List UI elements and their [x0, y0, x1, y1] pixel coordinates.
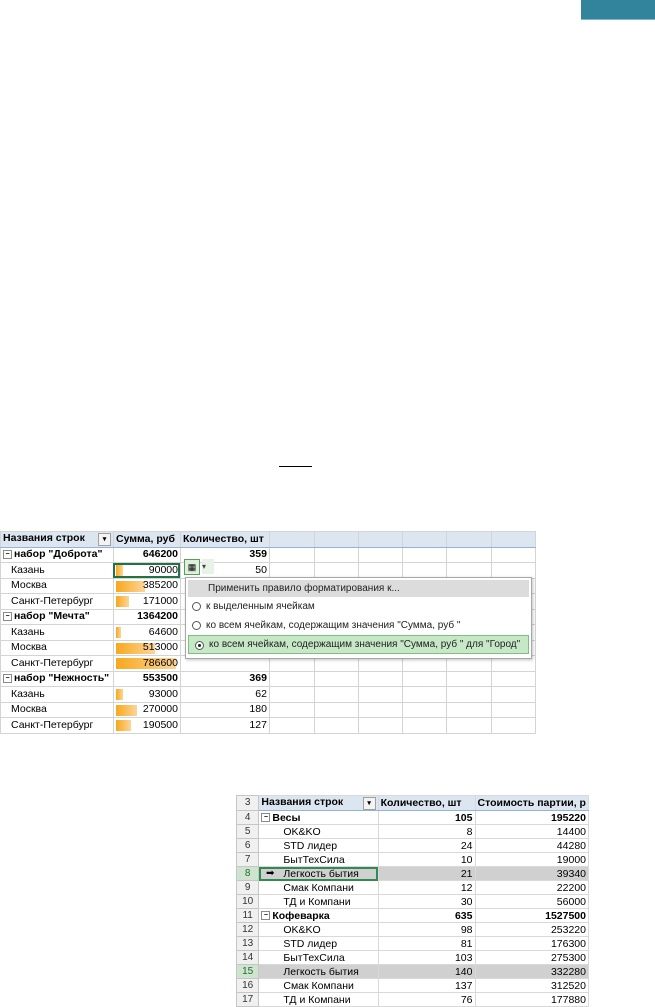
empty-cell[interactable] [492, 671, 536, 687]
row-label-cell[interactable] [259, 825, 378, 839]
cost-cell[interactable]: 176300 [475, 937, 589, 951]
supplier-row [237, 951, 589, 965]
sum-cell[interactable] [113, 563, 180, 579]
empty-cell[interactable] [358, 718, 403, 734]
option-sum-cells-for-city[interactable] [188, 635, 529, 654]
empty-cell[interactable] [447, 687, 492, 703]
cost-cell[interactable]: 19000 [475, 853, 589, 867]
row-label-cell[interactable] [259, 993, 378, 1007]
corner-accent-line [581, 19, 655, 20]
row-label-cell[interactable] [259, 881, 378, 895]
cost-cell[interactable]: 275300 [475, 951, 589, 965]
option-all-sum-cells[interactable] [186, 616, 531, 635]
group-label: набор "Нежность" [14, 672, 110, 685]
qty-cell[interactable]: 180 [180, 702, 269, 718]
cost-cell[interactable]: 22200 [475, 881, 589, 895]
cost-cell[interactable]: 253220 [475, 923, 589, 937]
qty-cell[interactable]: 98 [378, 923, 475, 937]
supplier-row [237, 867, 589, 881]
group-row [1, 547, 536, 563]
sum-cell[interactable] [113, 687, 180, 703]
row-label-cell[interactable] [259, 811, 378, 825]
header-row [237, 796, 589, 811]
row-label-cell[interactable] [259, 867, 378, 881]
sum-value: 64600 [148, 625, 178, 638]
pivot-table-highlight-screenshot [236, 795, 589, 1006]
group-label: набор "Доброта" [14, 548, 103, 561]
group-label-cell[interactable] [1, 671, 114, 687]
supplier-row [237, 881, 589, 895]
empty-cell[interactable] [447, 532, 492, 548]
city-label[interactable]: Санкт-Петербург [1, 656, 114, 672]
corner-accent-tab [581, 0, 655, 19]
empty-cell[interactable] [269, 547, 314, 563]
empty-cell[interactable] [403, 702, 447, 718]
option-label: к выделенным ячейкам [206, 601, 315, 612]
qty-cell[interactable]: 137 [378, 979, 475, 993]
option-label: ко всем ячейкам, содержащим значения "Сумма, руб " для "Город" [209, 639, 521, 650]
cost-cell[interactable]: 332280 [475, 965, 589, 979]
row-number[interactable]: 13 [237, 937, 259, 951]
empty-cell[interactable] [314, 547, 358, 563]
option-selected-cells[interactable] [186, 597, 531, 616]
format-options-dropdown-icon[interactable]: ▾ [202, 559, 214, 574]
empty-cell[interactable] [314, 563, 358, 579]
sum-value: 190500 [142, 718, 178, 731]
city-row [1, 687, 536, 703]
empty-cell[interactable] [269, 718, 314, 734]
cost-cell[interactable]: 195220 [475, 811, 589, 825]
group-row [1, 671, 536, 687]
radio-icon[interactable] [192, 602, 201, 611]
supplier-row [237, 923, 589, 937]
empty-cell[interactable] [492, 702, 536, 718]
sum-value: 270000 [142, 703, 178, 716]
row-label: Весы [272, 811, 301, 824]
row-labels-header[interactable] [259, 796, 378, 811]
empty-cell[interactable] [403, 687, 447, 703]
city-label[interactable]: Казань [1, 625, 114, 641]
row-number[interactable]: 5 [237, 825, 259, 839]
empty-cell[interactable] [403, 671, 447, 687]
format-options-icon[interactable]: ▦ [184, 559, 200, 575]
qty-cell[interactable]: 12 [378, 881, 475, 895]
cost-cell[interactable]: 14400 [475, 825, 589, 839]
cost-cell[interactable]: 39340 [475, 867, 589, 881]
row-label-cell[interactable] [259, 895, 378, 909]
row-label-cell[interactable] [259, 979, 378, 993]
row-number[interactable]: 8 [237, 867, 259, 881]
empty-cell[interactable] [447, 547, 492, 563]
row-label: Смак Компани [283, 881, 354, 894]
underline-mark [279, 466, 312, 467]
empty-cell[interactable] [358, 671, 403, 687]
supplier-row [237, 853, 589, 867]
cost-cell[interactable]: 44280 [475, 839, 589, 853]
row-label: STD лидер [283, 937, 338, 950]
group-sum[interactable]: 1364200 [113, 609, 180, 625]
pivot-table-databars-screenshot [0, 531, 536, 731]
row-label: OK&KO [283, 923, 321, 936]
empty-cell[interactable] [358, 702, 403, 718]
popup-title: Применить правило форматирования к... [188, 580, 529, 597]
row-label-cell[interactable] [259, 853, 378, 867]
data-bar [116, 596, 129, 607]
sum-value: 786600 [142, 656, 178, 669]
row-label-cell[interactable] [259, 923, 378, 937]
option-label: ко всем ячейкам, содержащим значения "Сумма, руб " [206, 620, 461, 631]
empty-cell[interactable] [447, 702, 492, 718]
supplier-row [237, 895, 589, 909]
supplier-row [237, 825, 589, 839]
city-row [1, 563, 536, 579]
row-label: STD лидер [283, 839, 338, 852]
empty-cell[interactable] [314, 671, 358, 687]
city-label[interactable]: Санкт-Петербург [1, 718, 114, 734]
city-label[interactable]: Москва [1, 702, 114, 718]
empty-cell[interactable] [358, 563, 403, 579]
empty-cell[interactable] [403, 547, 447, 563]
empty-cell[interactable] [314, 702, 358, 718]
city-label[interactable]: Москва [1, 640, 114, 656]
row-number[interactable]: 15 [237, 965, 259, 979]
sum-value: 90000 [148, 563, 178, 576]
data-bar [116, 689, 123, 700]
city-row [1, 718, 536, 734]
empty-cell[interactable] [492, 547, 536, 563]
row-number[interactable]: 16 [237, 979, 259, 993]
supplier-row [237, 937, 589, 951]
data-bar [116, 627, 121, 638]
cost-header: Стоимость партии, р [475, 796, 589, 811]
empty-cell[interactable] [492, 532, 536, 548]
empty-cell[interactable] [358, 687, 403, 703]
data-bar [116, 720, 131, 731]
filter-dropdown-icon[interactable]: ▾ [363, 797, 376, 810]
group-row [237, 909, 589, 923]
qty-cell[interactable]: 30 [378, 895, 475, 909]
empty-cell[interactable] [447, 563, 492, 579]
collapse-icon[interactable]: − [3, 674, 12, 683]
group-sum[interactable]: 553500 [113, 671, 180, 687]
qty-cell[interactable]: 140 [378, 965, 475, 979]
data-bar [116, 705, 137, 716]
empty-cell[interactable] [492, 718, 536, 734]
row-label: Кофеварка [272, 909, 330, 922]
header-label: Названия строк [3, 532, 85, 545]
empty-cell[interactable] [314, 532, 358, 548]
sum-cell[interactable] [113, 578, 180, 594]
qty-cell[interactable]: 635 [378, 909, 475, 923]
row-label-cell[interactable] [259, 937, 378, 951]
group-qty[interactable]: 369 [180, 671, 269, 687]
city-label[interactable]: Казань [1, 563, 114, 579]
city-label[interactable]: Москва [1, 578, 114, 594]
radio-icon[interactable] [192, 621, 201, 630]
row-label: OK&KO [283, 825, 321, 838]
collapse-icon[interactable]: − [261, 813, 270, 822]
supplier-row [237, 979, 589, 993]
row-number[interactable]: 12 [237, 923, 259, 937]
row-label-cell[interactable] [259, 965, 378, 979]
sum-cell[interactable] [113, 702, 180, 718]
collapse-icon[interactable]: − [261, 911, 270, 920]
radio-selected-icon[interactable] [195, 641, 204, 650]
empty-cell[interactable] [314, 687, 358, 703]
row-number[interactable]: 11 [237, 909, 259, 923]
sum-cell[interactable] [113, 718, 180, 734]
group-label-cell[interactable] [1, 547, 114, 563]
row-label: Легкость бытия [283, 965, 359, 978]
empty-cell[interactable] [269, 532, 314, 548]
row-label: БытТехСила [283, 951, 345, 964]
sum-value: 93000 [148, 687, 178, 700]
city-label[interactable]: Казань [1, 687, 114, 703]
empty-cell[interactable] [447, 718, 492, 734]
data-bar [116, 581, 145, 592]
sum-value: 385200 [142, 579, 178, 592]
qty-cell[interactable]: 21 [378, 867, 475, 881]
row-number[interactable]: 14 [237, 951, 259, 965]
sum-cell[interactable] [113, 656, 180, 672]
cost-cell[interactable]: 177880 [475, 993, 589, 1007]
row-label: Смак Компани [283, 979, 354, 992]
empty-cell[interactable] [269, 671, 314, 687]
empty-cell[interactable] [269, 702, 314, 718]
row-label-cell[interactable] [259, 909, 378, 923]
qty-header: Количество, шт [378, 796, 475, 811]
sum-cell[interactable] [113, 594, 180, 610]
qty-cell[interactable]: 127 [180, 718, 269, 734]
qty-cell[interactable]: 62 [180, 687, 269, 703]
row-number[interactable]: 17 [237, 993, 259, 1007]
row-number[interactable]: 9 [237, 881, 259, 895]
row-number[interactable]: 7 [237, 853, 259, 867]
empty-cell[interactable] [358, 547, 403, 563]
qty-header: Количество, шт [180, 532, 269, 548]
empty-cell[interactable] [403, 563, 447, 579]
row-labels-header[interactable] [1, 532, 114, 548]
apply-formatting-rule-popup [185, 577, 532, 659]
empty-cell[interactable] [492, 687, 536, 703]
header-row [1, 532, 536, 548]
qty-cell[interactable]: 76 [378, 993, 475, 1007]
row-label: Легкость бытия [283, 867, 359, 880]
city-row [1, 702, 536, 718]
empty-cell[interactable] [492, 563, 536, 579]
qty-cell[interactable]: 105 [378, 811, 475, 825]
row-label: БытТехСила [283, 853, 345, 866]
sum-value: 171000 [142, 594, 178, 607]
group-row [237, 811, 589, 825]
qty-cell[interactable]: 81 [378, 937, 475, 951]
empty-cell[interactable] [269, 563, 314, 579]
supplier-row [237, 965, 589, 979]
group-qty[interactable]: 359 [180, 547, 269, 563]
data-bar [116, 565, 123, 576]
empty-cell[interactable] [314, 718, 358, 734]
supplier-row [237, 839, 589, 853]
group-label: набор "Мечта" [14, 610, 90, 623]
header-label: Названия строк [261, 796, 344, 808]
empty-cell[interactable] [447, 671, 492, 687]
cost-cell[interactable]: 312520 [475, 979, 589, 993]
row-label-cell[interactable] [259, 951, 378, 965]
empty-cell[interactable] [358, 532, 403, 548]
row-label: ТД и Компани [283, 993, 351, 1006]
empty-cell[interactable] [403, 532, 447, 548]
row-number[interactable]: 6 [237, 839, 259, 853]
filter-dropdown-icon[interactable]: ▾ [98, 533, 111, 546]
sum-cell[interactable] [113, 625, 180, 641]
pivot-table-2 [236, 795, 589, 1007]
cost-cell[interactable]: 56000 [475, 895, 589, 909]
qty-cell[interactable]: 10 [378, 853, 475, 867]
row-number[interactable]: 10 [237, 895, 259, 909]
row-label-cell[interactable] [259, 839, 378, 853]
sum-value: 513000 [142, 641, 178, 654]
supplier-row [237, 993, 589, 1007]
arrow-right-icon: ➡ [266, 867, 275, 879]
group-sum[interactable]: 646200 [113, 547, 180, 563]
qty-cell[interactable]: 24 [378, 839, 475, 853]
collapse-icon[interactable]: − [3, 612, 12, 621]
city-label[interactable]: Санкт-Петербург [1, 594, 114, 610]
qty-cell[interactable]: 50 [180, 563, 269, 579]
row-label: ТД и Компани [283, 895, 351, 908]
collapse-icon[interactable]: − [3, 550, 12, 559]
row-number[interactable]: 3 [237, 796, 259, 811]
sum-header: Сумма, руб [113, 532, 180, 548]
row-number[interactable]: 4 [237, 811, 259, 825]
qty-cell[interactable]: 103 [378, 951, 475, 965]
cost-cell[interactable]: 1527500 [475, 909, 589, 923]
group-label-cell[interactable] [1, 609, 114, 625]
qty-cell[interactable]: 8 [378, 825, 475, 839]
sum-cell[interactable] [113, 640, 180, 656]
empty-cell[interactable] [403, 718, 447, 734]
empty-cell[interactable] [269, 687, 314, 703]
